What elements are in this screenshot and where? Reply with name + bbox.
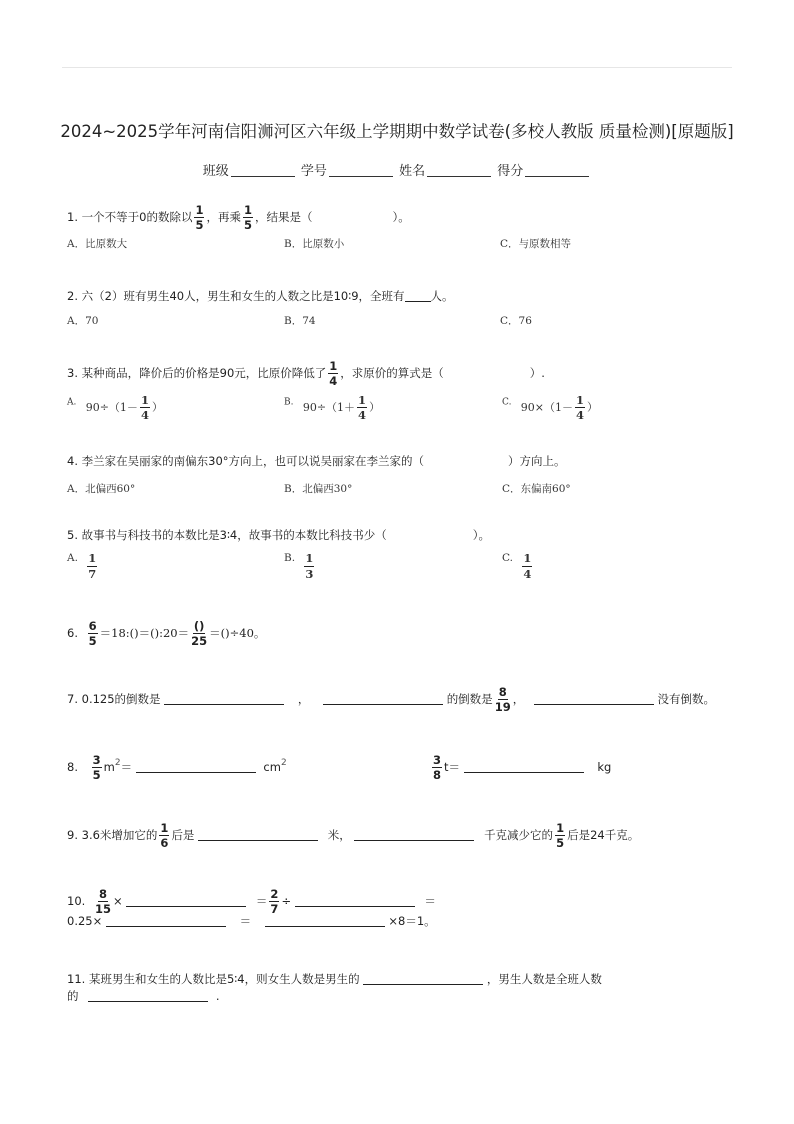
- q4-option-b[interactable]: B．北偏西30°: [284, 483, 353, 495]
- fraction: $\frac{1}{5}$: [556, 821, 565, 851]
- answer-blank[interactable]: [198, 828, 318, 841]
- answer-blank[interactable]: [164, 692, 284, 705]
- fraction: $\frac{8}{15}$: [94, 887, 111, 917]
- question-2: 2. 六（2）班有男生40人，男生和女生的人数之比是10∶9，全班有 人。: [67, 289, 454, 303]
- fraction: $\frac{8}{19}$: [494, 685, 511, 715]
- page-title: 2024~2025学年河南信阳浉河区六年级上学期期中数学试卷(多校人教版 质量检测)[原题版]: [60, 122, 734, 141]
- q3-option-a[interactable]: A. 90÷（1－ $\frac{1}{4}$ ）: [67, 393, 163, 423]
- question-10-line-2: 0.25× ＝ ×8＝1。: [67, 914, 436, 928]
- answer-blank[interactable]: [295, 894, 415, 907]
- q4-option-a[interactable]: A．北偏西60°: [67, 483, 136, 495]
- q4-option-c[interactable]: C．东偏南60°: [502, 483, 571, 495]
- fraction: $\frac{1}{5}$: [243, 203, 252, 233]
- fraction: $\frac{6}{5}$: [88, 619, 97, 649]
- info-id-blank[interactable]: [329, 162, 393, 177]
- fraction: $\frac{1}{5}$: [195, 203, 204, 233]
- question-6: 6. $\frac{6}{5}$ ＝18:()＝():20＝ $\frac{()}{25}$ ＝()÷40。: [67, 619, 266, 649]
- answer-blank[interactable]: [126, 894, 246, 907]
- answer-blank[interactable]: [534, 692, 654, 705]
- fraction: $\frac{1}{4}$: [523, 551, 532, 581]
- question-9: 9. 3.6米增加它的 $\frac{1}{6}$ 后是 米， 千克减少它的 $\frac{1}{5}$ 后是24千克。: [67, 821, 640, 851]
- q1-option-a[interactable]: A．比原数大: [67, 238, 128, 250]
- q5-option-c[interactable]: C. $\frac{1}{4}$: [502, 551, 532, 581]
- q1-option-c[interactable]: C．与原数相等: [500, 238, 572, 250]
- fraction: $\frac{1}{7}$: [88, 551, 97, 581]
- answer-blank[interactable]: [323, 692, 443, 705]
- fraction: $\frac{1}{4}$: [358, 393, 367, 423]
- info-score-label: 得分: [497, 164, 524, 179]
- info-name-blank[interactable]: [427, 162, 491, 177]
- answer-blank[interactable]: [363, 972, 483, 985]
- info-score-blank[interactable]: [525, 162, 589, 177]
- fraction: $\frac{3}{8}$: [433, 753, 442, 783]
- question-7: 7. 0.125的倒数是 ， 的倒数是 $\frac{8}{19}$ ， 没有倒数。: [67, 685, 716, 715]
- fraction: $\frac{1}{4}$: [140, 393, 149, 423]
- question-4: 4. 李兰家在吴丽家的南偏东30°方向上，也可以说吴丽家在李兰家的（ ）方向上。: [67, 454, 566, 468]
- answer-blank[interactable]: [405, 289, 431, 302]
- answer-blank[interactable]: [354, 828, 474, 841]
- answer-blank[interactable]: [88, 989, 208, 1002]
- fraction: $\frac{1}{4}$: [576, 393, 585, 423]
- question-11-line-2: 的 .: [67, 989, 220, 1003]
- fraction: $\frac{()}{25}$: [191, 619, 208, 649]
- question-8: 8. $\frac{3}{5}$ $m^2= cm^2$: [67, 753, 287, 783]
- answer-blank[interactable]: [136, 760, 256, 773]
- answer-blank[interactable]: [106, 914, 226, 927]
- answer-blank[interactable]: [464, 760, 584, 773]
- q1-option-b[interactable]: B．比原数小: [284, 238, 345, 250]
- q3-option-b[interactable]: B. 90÷（1＋ $\frac{1}{4}$ ）: [284, 393, 381, 423]
- fraction: $\frac{1}{6}$: [160, 821, 169, 851]
- fraction: $\frac{2}{7}$: [270, 887, 279, 917]
- q5-option-a[interactable]: A. $\frac{1}{7}$: [67, 551, 97, 581]
- q3-option-c[interactable]: C. 90×（1－ $\frac{1}{4}$ ）: [502, 393, 599, 423]
- fraction: $\frac{1}{4}$: [329, 359, 338, 389]
- question-1: 1. 一个不等于0的数除以 $\frac{1}{5}$ ，再乘 $\frac{1}{5}$ ，结果是（ ）。: [67, 203, 410, 233]
- answer-blank[interactable]: [265, 914, 385, 927]
- header-rule: [62, 67, 732, 68]
- question-8-part-2: $\frac{3}{8}$ t＝ kg: [433, 753, 612, 783]
- info-class-label: 班级: [202, 164, 229, 179]
- question-5: 5. 故事书与科技书的本数比是3∶4，故事书的本数比科技书少（ ）。: [67, 528, 491, 542]
- fraction: $\frac{1}{3}$: [305, 551, 314, 581]
- q2-option-b[interactable]: B．74: [284, 315, 316, 327]
- student-info-line: [0, 160, 794, 179]
- fraction: $\frac{3}{5}$: [92, 753, 101, 783]
- q2-option-a[interactable]: A．70: [67, 315, 99, 327]
- question-10: 10. $\frac{8}{15}$ × ＝ $\frac{2}{7}$ ÷ ＝: [67, 887, 436, 917]
- question-3: 3. 某种商品，降价后的价格是90元，比原价降低了 $\frac{1}{4}$ ，求原价的算式是（ ）.: [67, 359, 545, 389]
- info-name-label: 姓名: [399, 164, 426, 179]
- info-id-label: 学号: [300, 164, 327, 179]
- question-11: 11. 某班男生和女生的人数比是5∶4，则女生人数是男生的 ，男生人数是全班人数: [67, 972, 602, 986]
- q5-option-b[interactable]: B. $\frac{1}{3}$: [284, 551, 314, 581]
- info-class-blank[interactable]: [231, 162, 295, 177]
- q2-option-c[interactable]: C．76: [500, 315, 532, 327]
